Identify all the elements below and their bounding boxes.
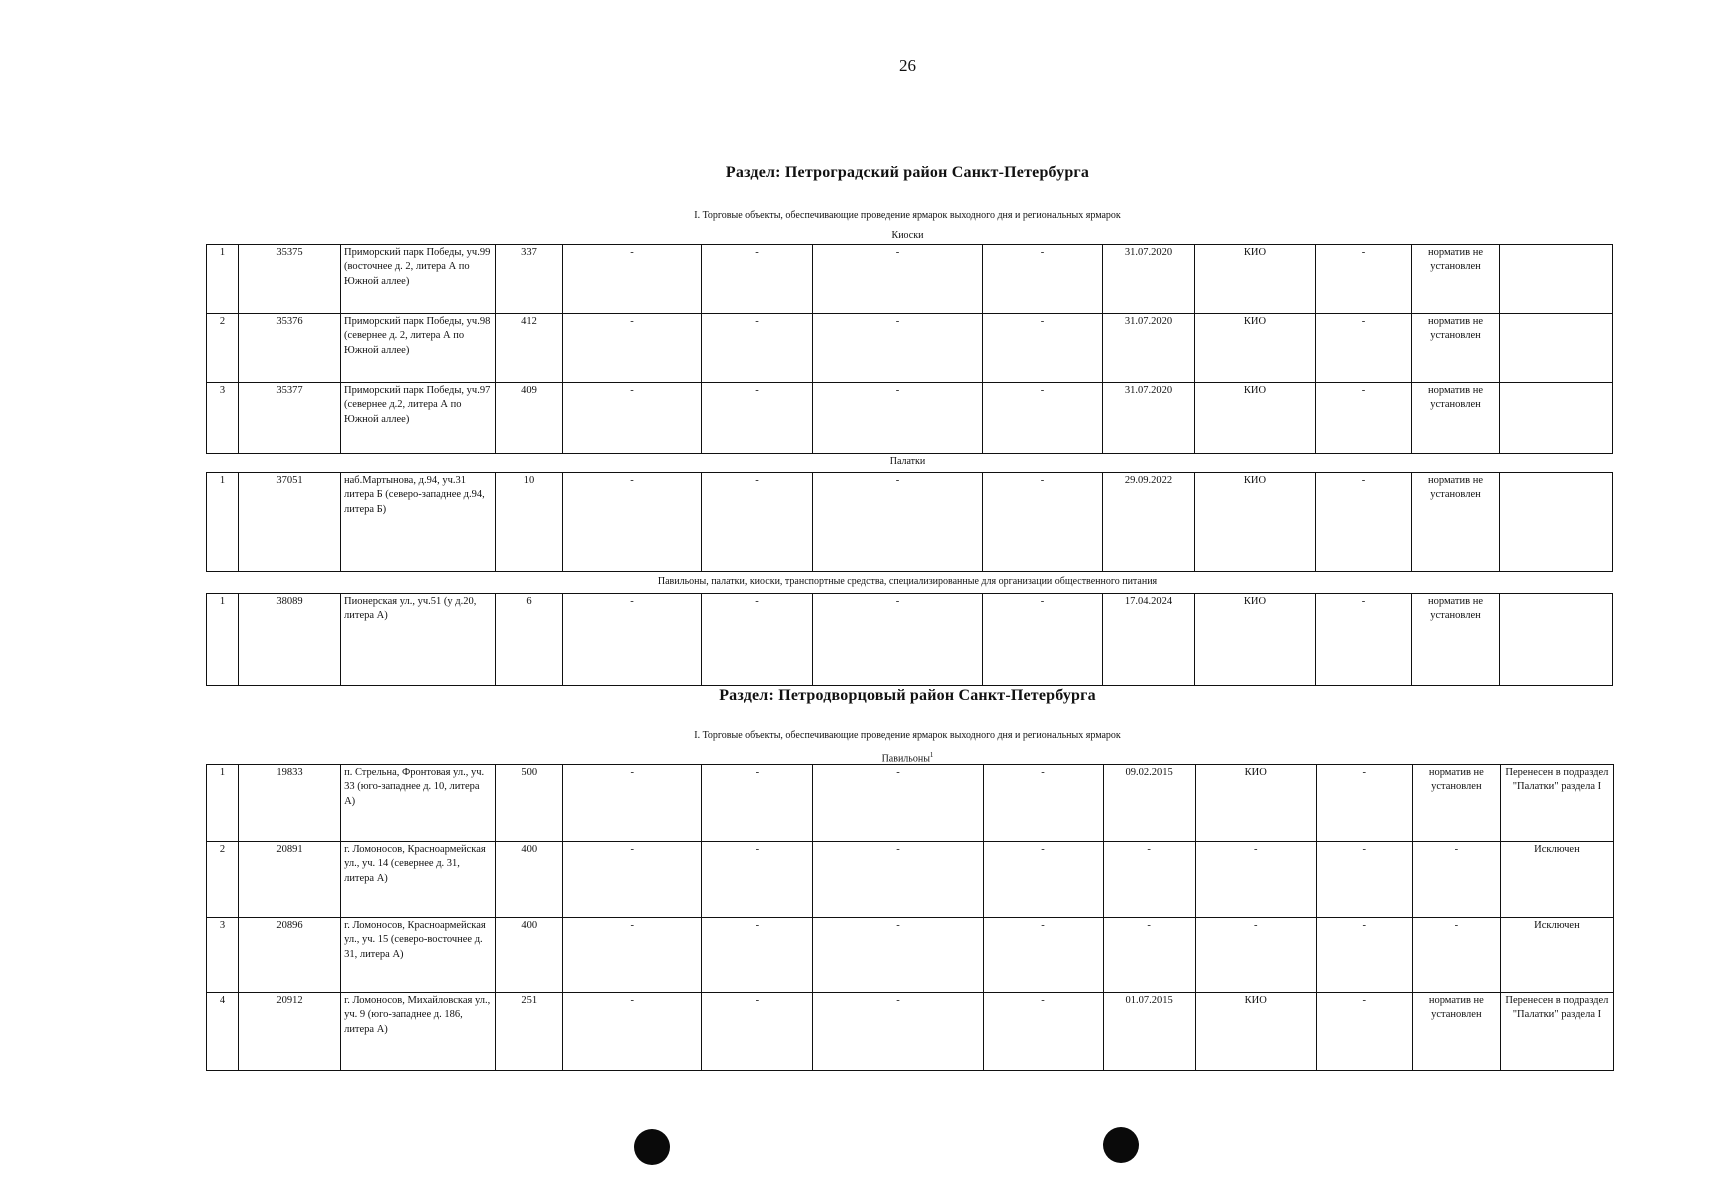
cell-index: 3 xyxy=(207,383,239,454)
cell-dash: - xyxy=(813,245,983,314)
cell-dash: - xyxy=(1316,918,1412,993)
cell-date: 01.07.2015 xyxy=(1103,993,1195,1071)
cell-dash: - xyxy=(813,473,983,572)
cell-area: 500 xyxy=(496,765,563,842)
cell-dash: - xyxy=(563,594,702,686)
cell-norm: норматив не установлен xyxy=(1412,314,1500,383)
cell-number: 37051 xyxy=(239,473,341,572)
cell-owner: КИО xyxy=(1195,993,1316,1071)
category-label: Палатки xyxy=(889,456,926,467)
cell-note xyxy=(1500,383,1613,454)
cell-dash: - xyxy=(813,765,983,842)
cell-dash: - xyxy=(563,314,702,383)
section-subtitle: I. Торговые объекты, обеспечивающие проведение ярмарок выходного дня и региональных ярмарок xyxy=(694,210,1121,221)
cell-owner: - xyxy=(1195,918,1316,993)
cell-dash: - xyxy=(1316,473,1412,572)
cell-address: Приморский парк Победы, уч.98 (севернее д. 2, литера А по Южной аллее) xyxy=(341,314,496,383)
cell-owner: КИО xyxy=(1195,383,1316,454)
table-catering xyxy=(206,593,1613,686)
punch-hole xyxy=(1103,1127,1139,1163)
cell-dash: - xyxy=(813,314,983,383)
cell-dash: - xyxy=(813,993,983,1071)
cell-dash: - xyxy=(983,918,1103,993)
cell-index: 2 xyxy=(207,314,239,383)
category-label-text: Павильоны xyxy=(881,753,930,765)
cell-dash: - xyxy=(563,918,702,993)
cell-number: 35375 xyxy=(239,245,341,314)
cell-dash: - xyxy=(813,918,983,993)
cell-index: 1 xyxy=(207,594,239,686)
cell-dash: - xyxy=(702,245,813,314)
cell-note: Перенесен в подраздел "Палатки" раздела I xyxy=(1500,993,1613,1071)
cell-dash: - xyxy=(1316,842,1412,918)
cell-dash: - xyxy=(563,842,702,918)
cell-dash: - xyxy=(1316,314,1412,383)
cell-owner: КИО xyxy=(1195,594,1316,686)
cell-norm: - xyxy=(1412,842,1500,918)
cell-note xyxy=(1500,594,1613,686)
cell-norm: норматив не установлен xyxy=(1412,765,1500,842)
cell-dash: - xyxy=(702,473,813,572)
table-row xyxy=(207,314,1613,383)
category-label: Павильоны, палатки, киоски, транспортные средства, специализированные для организации общественного питания xyxy=(657,576,1158,587)
cell-dash: - xyxy=(563,383,702,454)
cell-number: 20896 xyxy=(239,918,341,993)
cell-dash: - xyxy=(563,245,702,314)
cell-dash: - xyxy=(983,314,1103,383)
cell-dash: - xyxy=(563,765,702,842)
cell-date: - xyxy=(1103,842,1195,918)
category-label: Киоски xyxy=(891,230,924,241)
section-title: Раздел: Петроградский район Санкт-Петербурга xyxy=(725,164,1090,181)
category-label xyxy=(0,751,1735,764)
cell-dash: - xyxy=(702,383,813,454)
cell-dash: - xyxy=(1316,245,1412,314)
cell-index: 1 xyxy=(207,245,239,314)
cell-dash: - xyxy=(983,842,1103,918)
cell-area: 400 xyxy=(496,918,563,993)
cell-dash: - xyxy=(702,842,813,918)
cell-index: 4 xyxy=(207,993,239,1071)
cell-date: 29.09.2022 xyxy=(1103,473,1195,572)
cell-address: Приморский парк Победы, уч.97 (севернее д.2, литера А по Южной аллее) xyxy=(341,383,496,454)
cell-dash: - xyxy=(1316,383,1412,454)
footnote-marker: 1 xyxy=(929,751,934,759)
cell-address: Пионерская ул., уч.51 (у д.20, литера А) xyxy=(341,594,496,686)
table-row xyxy=(207,473,1613,572)
cell-date: 31.07.2020 xyxy=(1103,383,1195,454)
cell-date: 17.04.2024 xyxy=(1103,594,1195,686)
cell-date: - xyxy=(1103,918,1195,993)
table-row xyxy=(207,993,1614,1071)
cell-dash: - xyxy=(813,383,983,454)
cell-area: 400 xyxy=(496,842,563,918)
cell-dash: - xyxy=(813,842,983,918)
cell-address: наб.Мартынова, д.94, уч.31 литера Б (северо-западнее д.94, литера Б) xyxy=(341,473,496,572)
cell-dash: - xyxy=(702,765,813,842)
cell-norm: норматив не установлен xyxy=(1412,993,1500,1071)
cell-norm: - xyxy=(1412,918,1500,993)
section-subtitle: I. Торговые объекты, обеспечивающие проведение ярмарок выходного дня и региональных ярмарок xyxy=(694,730,1121,741)
cell-dash: - xyxy=(983,383,1103,454)
table-row xyxy=(207,842,1614,918)
punch-hole xyxy=(634,1129,670,1165)
cell-area: 337 xyxy=(496,245,563,314)
cell-dash: - xyxy=(702,918,813,993)
cell-owner: КИО xyxy=(1195,765,1316,842)
cell-owner: КИО xyxy=(1195,473,1316,572)
cell-norm: норматив не установлен xyxy=(1412,383,1500,454)
table-row xyxy=(207,245,1613,314)
cell-norm: норматив не установлен xyxy=(1412,473,1500,572)
table-pavilions xyxy=(206,764,1614,1071)
cell-date: 31.07.2020 xyxy=(1103,245,1195,314)
cell-norm: норматив не установлен xyxy=(1412,245,1500,314)
table-row xyxy=(207,918,1614,993)
cell-dash: - xyxy=(702,993,813,1071)
table-row xyxy=(207,594,1613,686)
cell-area: 409 xyxy=(496,383,563,454)
cell-number: 35376 xyxy=(239,314,341,383)
cell-address: г. Ломоносов, Красноармейская ул., уч. 15 (северо-восточнее д. 31, литера А) xyxy=(341,918,496,993)
cell-note: Исключен xyxy=(1500,918,1613,993)
cell-dash: - xyxy=(563,473,702,572)
cell-dash: - xyxy=(983,993,1103,1071)
cell-number: 19833 xyxy=(239,765,341,842)
cell-number: 38089 xyxy=(239,594,341,686)
cell-index: 1 xyxy=(207,765,239,842)
table-tents xyxy=(206,472,1613,572)
cell-dash: - xyxy=(813,594,983,686)
cell-address: г. Ломоносов, Михайловская ул., уч. 9 (юго-западнее д. 186, литера А) xyxy=(341,993,496,1071)
cell-dash: - xyxy=(1316,594,1412,686)
cell-note xyxy=(1500,473,1613,572)
cell-date: 31.07.2020 xyxy=(1103,314,1195,383)
table-kiosks xyxy=(206,244,1613,454)
cell-dash: - xyxy=(983,594,1103,686)
cell-note: Исключен xyxy=(1500,842,1613,918)
cell-dash: - xyxy=(983,765,1103,842)
cell-address: г. Ломоносов, Красноармейская ул., уч. 14 (севернее д. 31, литера А) xyxy=(341,842,496,918)
cell-note xyxy=(1500,245,1613,314)
cell-number: 35377 xyxy=(239,383,341,454)
cell-dash: - xyxy=(1316,993,1412,1071)
section-title: Раздел: Петродворцовый район Санкт-Петербурга xyxy=(719,687,1096,704)
cell-area: 10 xyxy=(496,473,563,572)
cell-note xyxy=(1500,314,1613,383)
cell-area: 251 xyxy=(496,993,563,1071)
cell-owner: - xyxy=(1195,842,1316,918)
cell-dash: - xyxy=(702,594,813,686)
cell-date: 09.02.2015 xyxy=(1103,765,1195,842)
cell-owner: КИО xyxy=(1195,245,1316,314)
cell-owner: КИО xyxy=(1195,314,1316,383)
cell-norm: норматив не установлен xyxy=(1412,594,1500,686)
page-number: 26 xyxy=(899,56,916,75)
cell-address: п. Стрельна, Фронтовая ул., уч. 33 (юго-западнее д. 10, литера А) xyxy=(341,765,496,842)
cell-dash: - xyxy=(702,314,813,383)
cell-index: 2 xyxy=(207,842,239,918)
cell-address: Приморский парк Победы, уч.99 (восточнее д. 2, литера А по Южной аллее) xyxy=(341,245,496,314)
cell-dash: - xyxy=(983,245,1103,314)
cell-number: 20912 xyxy=(239,993,341,1071)
cell-index: 3 xyxy=(207,918,239,993)
cell-note: Перенесен в подраздел "Палатки" раздела I xyxy=(1500,765,1613,842)
cell-dash: - xyxy=(1316,765,1412,842)
cell-number: 20891 xyxy=(239,842,341,918)
cell-area: 412 xyxy=(496,314,563,383)
cell-dash: - xyxy=(563,993,702,1071)
table-row xyxy=(207,383,1613,454)
cell-dash: - xyxy=(983,473,1103,572)
cell-area: 6 xyxy=(496,594,563,686)
table-row xyxy=(207,765,1614,842)
cell-index: 1 xyxy=(207,473,239,572)
